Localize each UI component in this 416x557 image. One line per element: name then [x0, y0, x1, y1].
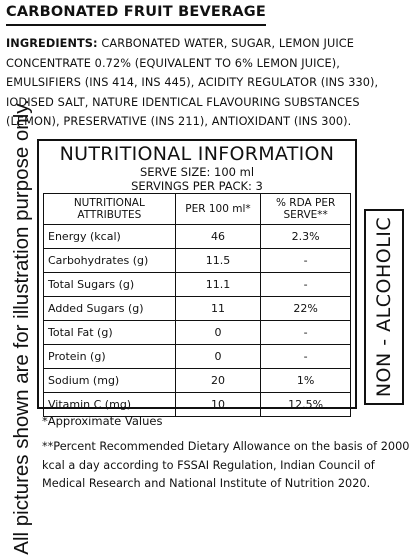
nutrition-title: NUTRITIONAL INFORMATION: [59, 143, 335, 165]
table-row: [44, 369, 351, 393]
per-100ml-value: 46: [175, 225, 261, 249]
column-header: NUTRITIONAL ATTRIBUTES: [44, 194, 176, 225]
rda-value: 22%: [261, 297, 351, 321]
table-row: [44, 273, 351, 297]
nutrient-name: Energy (kcal): [44, 225, 176, 249]
per-100ml-value: 0: [175, 321, 261, 345]
table-row: [44, 321, 351, 345]
nutrient-name: Vitamin C (mg): [44, 393, 176, 417]
nutrient-name: Total Sugars (g): [44, 273, 176, 297]
rda-value: -: [261, 249, 351, 273]
nutrient-name: Protein (g): [44, 345, 176, 369]
serve-size: SERVE SIZE: 100 ml: [139, 165, 255, 179]
rda-value: -: [261, 345, 351, 369]
per-100ml-value: 11.1: [175, 273, 261, 297]
table-header-row: [44, 194, 351, 225]
nutrient-name: Total Fat (g): [44, 321, 176, 345]
illustration-disclaimer: All pictures shown are for illustration purpose only.: [10, 99, 33, 555]
per-100ml-value: 10: [175, 393, 261, 417]
nutrient-name: Added Sugars (g): [44, 297, 176, 321]
nutrient-name: Carbohydrates (g): [44, 249, 176, 273]
nutrition-panel: [37, 139, 357, 409]
table-row: [44, 249, 351, 273]
per-100ml-value: 20: [175, 369, 261, 393]
rda-footnote: **Percent Recommended Dietary Allowance on the basis of 2000 kcal a day according to FSSAI Regulation, Indian Council of Medical Research and National Institute of Nutrition 2020.: [42, 440, 410, 490]
table-row: [44, 393, 351, 417]
ingredients-block: [6, 34, 410, 132]
non-alcoholic-label: NON - ALCOHOLIC: [373, 216, 395, 398]
table-row: [44, 345, 351, 369]
non-alcoholic-badge: [364, 209, 404, 405]
rda-value: -: [261, 321, 351, 345]
rda-value: 2.3%: [261, 225, 351, 249]
column-header: PER 100 ml*: [175, 194, 261, 225]
rda-value: 12.5%: [261, 393, 351, 417]
column-header: % RDA PER SERVE**: [261, 194, 351, 225]
ingredients-label: INGREDIENTS:: [6, 37, 98, 50]
servings-per-pack: SERVINGS PER PACK: 3: [131, 179, 263, 193]
per-100ml-value: 11: [175, 297, 261, 321]
product-title: CARBONATED FRUIT BEVERAGE: [6, 2, 266, 26]
nutrition-table: [43, 193, 351, 417]
rda-value: -: [261, 273, 351, 297]
ingredients-text: CARBONATED WATER, SUGAR, LEMON JUICE CONCENTRATE 0.72% (EQUIVALENT TO 6% LEMON JUICE), EMULSIFIERS (INS 414, INS 445), ACIDITY REGULATOR (INS 330), IODISED SALT, NATURE IDENTICAL FLAVOURING SUBSTANCES (LEMON), PRESERVATIVE (INS 211), ANTIOXIDANT (INS 300).: [6, 37, 379, 128]
per-100ml-value: 0: [175, 345, 261, 369]
per-100ml-value: 11.5: [175, 249, 261, 273]
rda-value: 1%: [261, 369, 351, 393]
nutrient-name: Sodium (mg): [44, 369, 176, 393]
approximate-values-note: *Approximate Values: [42, 414, 163, 428]
table-row: [44, 297, 351, 321]
table-row: [44, 225, 351, 249]
